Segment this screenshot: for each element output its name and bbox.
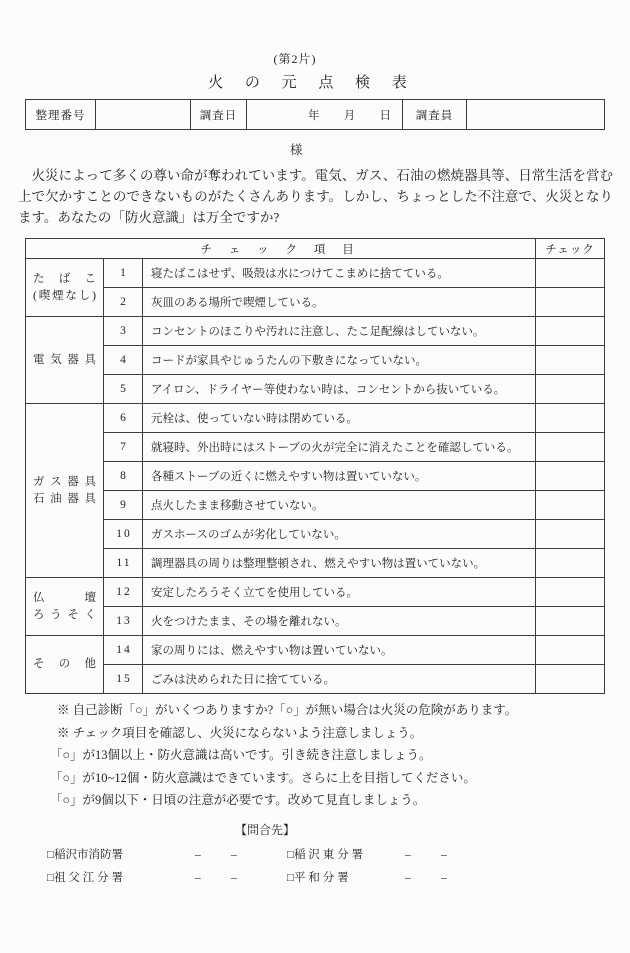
- row-item-text: アイロン、ドライヤー等使わない時は、コンセントから抜いている。: [143, 375, 536, 404]
- check-cell[interactable]: [536, 259, 605, 288]
- check-cell[interactable]: [536, 491, 605, 520]
- checklist-table: [25, 238, 605, 694]
- phone-dash: –: [195, 848, 201, 861]
- checklist-header-check: チェック: [536, 239, 605, 259]
- phone-dash: –: [231, 848, 237, 861]
- check-cell[interactable]: [536, 404, 605, 433]
- serial-number-field[interactable]: [96, 100, 191, 130]
- check-cell[interactable]: [536, 462, 605, 491]
- check-cell[interactable]: [536, 317, 605, 346]
- checklist-header-items: チ ェ ッ ク 項 目: [26, 239, 536, 259]
- row-item-text: 安定したろうそく立てを使用している。: [143, 578, 536, 607]
- row-number: 3: [104, 317, 143, 346]
- note-score-mid: 「○」が10~12個・防火意識はできています。さらに上を目指してください。: [50, 770, 476, 785]
- page-title: 火 の 元 点 検 表: [208, 75, 416, 91]
- row-item-text: 調理器具の周りは整理整頓され、燃えやすい物は置いていない。: [143, 549, 536, 578]
- survey-date-label: 調査日: [191, 100, 247, 130]
- survey-date-field[interactable]: 年 月 日: [247, 100, 403, 130]
- checkbox-icon[interactable]: □: [47, 871, 54, 884]
- row-item-text: 火をつけたまま、その場を離れない。: [143, 607, 536, 636]
- note-score-high: 「○」が13個以上・防火意識は高いです。引き続き注意しましょう。: [50, 748, 432, 762]
- row-item-text: 点火したまま移動させていない。: [143, 491, 536, 520]
- checkbox-icon[interactable]: □: [287, 871, 294, 884]
- table-row: [26, 346, 605, 375]
- row-number: 2: [104, 288, 143, 317]
- category-gas-oil: ガ ス 器 具 石 油 器 具: [26, 404, 104, 578]
- phone-dash: –: [441, 848, 447, 861]
- note-score-low: 「○」が9個以下・日頃の注意が必要です。改めて見直しましょう。: [50, 793, 426, 807]
- row-number: 14: [104, 636, 143, 665]
- contact-entry-heiwa-branch: [287, 867, 527, 890]
- row-number: 11: [104, 549, 143, 578]
- row-number: 15: [104, 665, 143, 694]
- row-item-text: 家の周りには、燃えやすい物は置いていない。: [143, 636, 536, 665]
- row-item-text: コードが家具やじゅうたんの下敷きになっていない。: [143, 346, 536, 375]
- check-cell[interactable]: [536, 433, 605, 462]
- row-item-text: 灰皿のある場所で喫煙している。: [143, 288, 536, 317]
- serial-number-label: 整理番号: [26, 100, 96, 130]
- row-item-text: 元栓は、使っていない時は閉めている。: [143, 404, 536, 433]
- contact-row: [47, 867, 630, 890]
- row-number: 1: [104, 259, 143, 288]
- row-item-text: コンセントのほこりや汚れに注意し、たこ足配線はしていない。: [143, 317, 536, 346]
- table-row: [26, 375, 605, 404]
- inspector-field[interactable]: [467, 100, 605, 130]
- check-cell[interactable]: [536, 520, 605, 549]
- row-number: 4: [104, 346, 143, 375]
- row-number: 5: [104, 375, 143, 404]
- row-item-text: 各種ストーブの近くに燃えやすい物は置いていない。: [143, 462, 536, 491]
- table-row: [26, 404, 605, 433]
- page-part-label: (第2片): [273, 52, 317, 66]
- contact-heading: 【問合先】: [234, 822, 295, 837]
- table-row: [26, 665, 605, 694]
- table-row: [26, 317, 605, 346]
- phone-dash: –: [195, 871, 201, 884]
- check-cell[interactable]: [536, 665, 605, 694]
- table-row: [26, 578, 605, 607]
- inspector-label: 調査員: [403, 100, 467, 130]
- table-row: [26, 288, 605, 317]
- row-number: 7: [104, 433, 143, 462]
- notes-section: [0, 699, 630, 812]
- category-other: そ の 他: [26, 636, 104, 694]
- check-cell[interactable]: [536, 636, 605, 665]
- check-cell[interactable]: [536, 288, 605, 317]
- table-row: [26, 549, 605, 578]
- category-altar-candle: 仏 壇 ろ う そ く: [26, 578, 104, 636]
- check-cell[interactable]: [536, 375, 605, 404]
- phone-dash: –: [405, 848, 411, 861]
- row-number: 10: [104, 520, 143, 549]
- contact-list: [0, 844, 630, 890]
- table-row: [26, 462, 605, 491]
- row-item-text: ガスホースのゴムが劣化していない。: [143, 520, 536, 549]
- contact-entry-inazawa-fire-station: [47, 844, 287, 867]
- check-cell[interactable]: [536, 607, 605, 636]
- check-cell[interactable]: [536, 578, 605, 607]
- checkbox-icon[interactable]: □: [47, 848, 54, 861]
- row-number: 8: [104, 462, 143, 491]
- category-tobacco: た ば こ (喫煙なし): [26, 259, 104, 317]
- contact-name: 稲 沢 東 分 署: [293, 848, 363, 861]
- checkbox-icon[interactable]: □: [287, 848, 294, 861]
- table-row: [26, 259, 605, 288]
- check-cell[interactable]: [536, 346, 605, 375]
- contact-entry-inazawa-east-branch: [287, 844, 527, 867]
- contact-name: 稲沢市消防署: [53, 848, 123, 861]
- note-caution: ※ チェック項目を確認し、火災にならないよう注意しましょう。: [57, 725, 423, 740]
- phone-dash: –: [405, 871, 411, 884]
- contact-name: 祖 父 江 分 署: [53, 871, 123, 884]
- row-item-text: 就寝時、外出時にはストーブの火が完全に消えたことを確認している。: [143, 433, 536, 462]
- row-number: 12: [104, 578, 143, 607]
- note-self-check: ※ 自己診断「○」がいくつありますか?「○」が無い場合は火災の危険があります。: [57, 703, 518, 717]
- intro-paragraph: 火災によって多くの尊い命が奪われています。電気、ガス、石油の燃焼器具等、日常生活を営む上で欠かすことのできないものがたくさんあります。しかし、ちょっとした不注意で、火災となります。あなたの「防火意識」は万全ですか?: [18, 168, 613, 225]
- fire-check-form-document: [0, 50, 630, 953]
- phone-dash: –: [441, 871, 447, 884]
- phone-dash: –: [231, 871, 237, 884]
- table-row: [26, 607, 605, 636]
- info-table: [25, 99, 605, 130]
- table-row: [26, 491, 605, 520]
- category-electric: 電 気 器 具: [26, 317, 104, 404]
- contact-row: [47, 844, 630, 867]
- row-item-text: ごみは決められた日に捨てている。: [143, 665, 536, 694]
- row-number: 9: [104, 491, 143, 520]
- contact-entry-sobue-branch: [47, 867, 287, 890]
- row-item-text: 寝たばこはせず、吸殻は水につけてこまめに捨てている。: [143, 259, 536, 288]
- table-row: [26, 636, 605, 665]
- row-number: 13: [104, 607, 143, 636]
- check-cell[interactable]: [536, 549, 605, 578]
- contact-name: 平 和 分 署: [293, 871, 349, 884]
- addressee-honorific: 様: [290, 143, 303, 157]
- table-row: [26, 520, 605, 549]
- row-number: 6: [104, 404, 143, 433]
- table-row: [26, 433, 605, 462]
